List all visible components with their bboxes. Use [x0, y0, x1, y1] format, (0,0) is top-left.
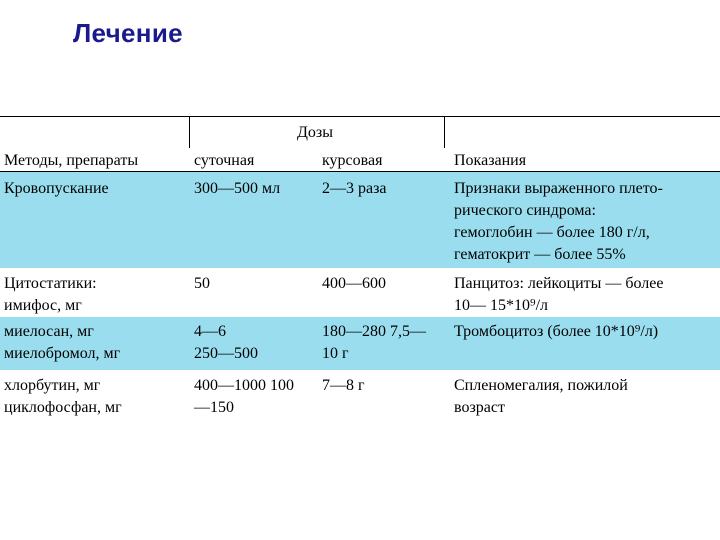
cell-course: 180—280 7,5— 10 г: [322, 323, 426, 362]
header-daily: суточная: [194, 152, 255, 169]
header-method: Методы, препараты: [4, 152, 139, 169]
cell-indications: Спленомегалия, пожилой возраст: [454, 377, 628, 416]
cell-method: миелосан, мг миелобромол, мг: [4, 323, 121, 362]
header-course: курсовая: [322, 152, 383, 169]
cell-course: 2—3 раза: [322, 180, 387, 197]
cell-course: 400—600: [322, 275, 386, 292]
indications-left-border: [444, 116, 445, 148]
cell-indications: Признаки выраженного плето- рического синдрома: гемоглобин — более 180 г/л, гематокрит — более 55%: [454, 180, 663, 263]
cell-daily: 50: [194, 275, 210, 292]
page-title: Лечение: [73, 18, 183, 48]
doses-group-header: Дозы: [297, 124, 333, 141]
cell-daily: 4—6 250—500: [194, 323, 258, 362]
doses-left-border: [189, 116, 190, 148]
cell-daily: 300—500 мл: [194, 180, 281, 197]
cell-method: хлорбутин, мг циклофосфан, мг: [4, 377, 122, 416]
cell-indications: Панцитоз: лейкоциты — более 10— 15*10⁹/л: [454, 275, 664, 314]
cell-method: Цитостатики: имифос, мг: [4, 275, 97, 314]
header-indications: Показания: [454, 152, 527, 169]
top-border: [0, 116, 720, 117]
treatment-table: [0, 116, 720, 421]
cell-indications: Тромбоцитоз (более 10*10⁹/л): [454, 323, 659, 340]
cell-method: Кровопускание: [4, 180, 109, 197]
cell-course: 7—8 г: [322, 377, 365, 394]
cell-daily: 400—1000 100 —150: [194, 377, 294, 416]
